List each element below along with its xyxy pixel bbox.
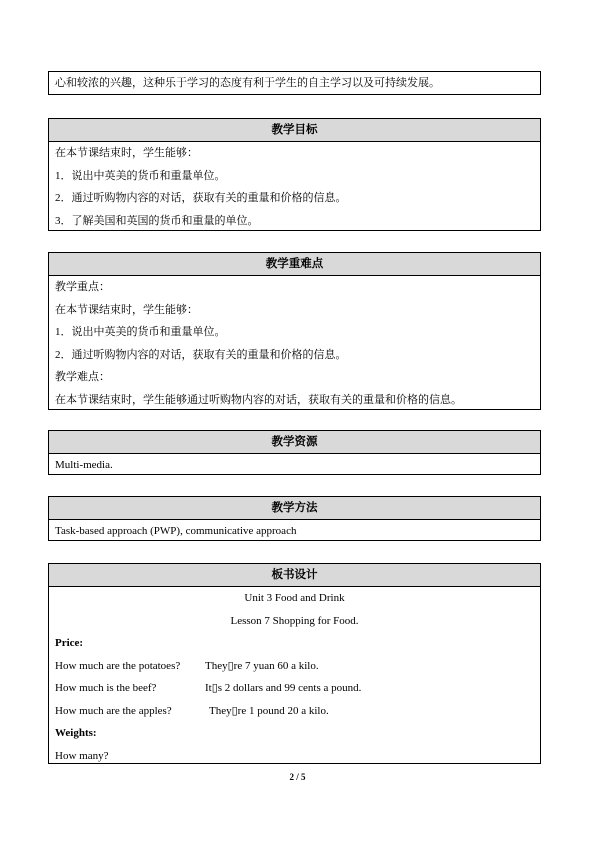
keypoints-title: 教学重难点 [49,253,540,276]
keypoints-line: 在本节课结束时，学生能够： [55,303,198,316]
board-section [48,563,541,764]
resources-title: 教学资源 [49,431,540,454]
goals-line: 2．通过听购物内容的对话，获取有关的重量和价格的信息。 [55,192,347,204]
methods-title: 教学方法 [49,497,540,520]
board-last-line: How many? [55,749,109,762]
keypoints-section [48,252,541,410]
keypoints-line: 在本节课结束时，学生能够通过听购物内容的对话，获取有关的重量和价格的信息。 [55,393,462,406]
board-answer: They▯re 7 yuan 60 a kilo. [205,659,319,672]
board-weights-label: Weights: [55,727,97,739]
keypoints-line: 教学重点： [55,281,110,293]
board-price-row [49,700,540,723]
board-answer: It▯s 2 dollars and 99 cents a pound. [205,682,362,694]
intro-text: 心和较浓的兴趣，这种乐于学习的态度有利于学生的自主学习以及可持续发展。 [55,77,440,89]
board-price-row [49,677,540,700]
intro-box [48,71,541,95]
page-number: 2 / 5 [289,772,306,782]
methods-section [48,496,541,541]
board-unit: Unit 3 Food and Drink [244,592,345,604]
keypoints-line: 1．说出中英美的货币和重量单位。 [55,326,226,338]
keypoints-line: 教学难点： [55,371,110,383]
board-answer: They▯re 1 pound 20 a kilo. [209,704,329,717]
board-lesson: Lesson 7 Shopping for Food. [230,614,359,627]
goals-line: 1．说出中英美的货币和重量单位。 [55,169,226,182]
goals-section [48,118,541,231]
resources-section [48,430,541,475]
keypoints-line: 2．通过听购物内容的对话，获取有关的重量和价格的信息。 [55,348,347,361]
resources-text: Multi-media. [55,459,113,471]
board-question: How much is the beef? [55,682,157,694]
goals-line: 在本节课结束时，学生能够： [55,147,198,159]
board-question: How much are the potatoes? [55,659,181,672]
board-title: 板书设计 [49,564,540,587]
goals-title: 教学目标 [49,119,540,142]
methods-text: Task-based approach (PWP), communicative approach [55,525,297,537]
board-price-label: Price: [55,637,84,649]
board-question: How much are the apples? [55,704,172,717]
goals-line: 3．了解美国和英国的货币和重量的单位。 [55,214,259,227]
board-price-row [49,655,540,678]
